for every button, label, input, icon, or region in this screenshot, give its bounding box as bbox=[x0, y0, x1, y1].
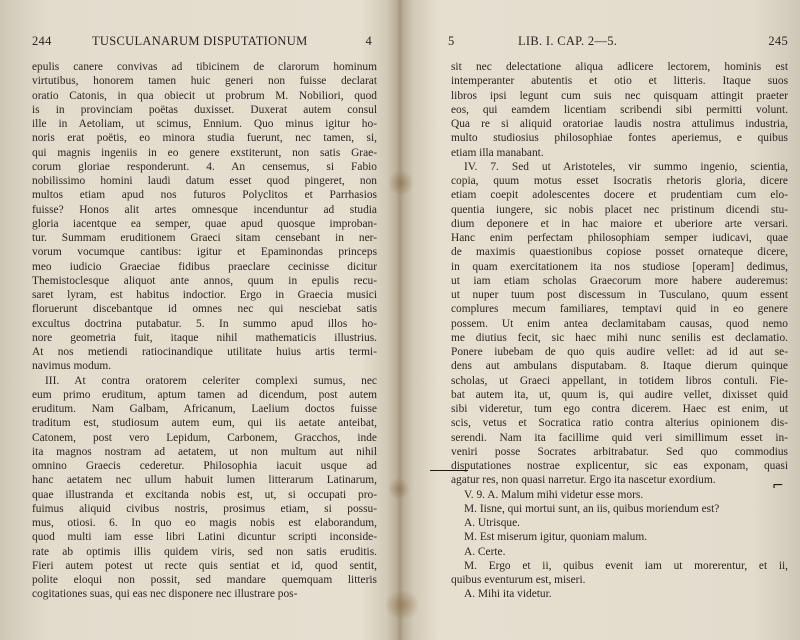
text-line: rate ab optimis illis quidem viris, sed non satis eruditis. bbox=[32, 545, 377, 558]
text-line: quae illustranda et excitanda nobis est, ut, si occupati pro- bbox=[32, 488, 377, 501]
text-line: nobilissimo homini laudi datum esset quod pingeret, non bbox=[32, 175, 377, 187]
text-line: hanc aetatem nec ullum habuit lumen litterarum Latinarum, bbox=[32, 474, 377, 487]
text-line: etiam coepit adolescentes docere et prudentiam cum elo- bbox=[451, 189, 788, 202]
text-line: IV. 7. Sed ut Aristoteles, vir summo ingenio, scientia, bbox=[464, 160, 788, 173]
text-line: quibus eventurum est, miseri. bbox=[451, 574, 586, 586]
text-line: ut nuper tuum post discessum in Tusculano, quum essent bbox=[451, 289, 788, 301]
left-section-number: 4 bbox=[365, 34, 372, 48]
text-line: disputationes nostrae explicentur, sic eas exponam, quasi bbox=[451, 460, 788, 472]
text-line: scis, vetus et Socratica ratio contra alterius opinionem dis- bbox=[451, 417, 788, 430]
text-line: sibi videretur, tum ego contra dicerem. Haec est enim, ut bbox=[451, 403, 788, 415]
margin-pen-mark: ⌐ bbox=[772, 478, 784, 494]
text-line: multos etiam apud nos futuros Polyclitos et Parrhasios bbox=[32, 189, 377, 202]
text-line: navimus modum. bbox=[32, 360, 112, 373]
text-line: polite eloqui non possit, sed mandare quemquam litteris bbox=[32, 574, 377, 586]
text-line: is in provinciam poëtas duxisset. Duxerat autem consul bbox=[32, 103, 377, 116]
text-line: possem. Ut enim antea declamitabam causas, quod nemo bbox=[451, 317, 788, 330]
text-line: Themistoclesque aliquot ante annos, quum in epulis recu- bbox=[32, 274, 377, 287]
text-line: eos, qui eamdem licentiam scribendi sibi permitti volunt. bbox=[451, 103, 788, 116]
text-line: me diutius fecit, sic haec mihi nunc senilis est declamatio. bbox=[451, 331, 788, 344]
text-line: in quam exercitationem ita nos studiose [operam] dedimus, bbox=[451, 260, 788, 273]
text-line: Qua re si aliquid oratoriae laudis nostra attulimus industria, bbox=[451, 118, 788, 130]
text-line: ille in Aetoliam, ut scimus, Ennium. Quo minus igitur ho- bbox=[32, 118, 377, 130]
text-line: At nos metiendi ratiocinandique utilitate huius artis termi- bbox=[32, 346, 377, 358]
text-line: corum gloriae responderunt. 4. An censemus, si Fabio bbox=[32, 160, 377, 173]
text-line: nore geometria fuit, itaque nihil mathematicis illustrius. bbox=[32, 331, 377, 344]
right-body-text bbox=[451, 60, 788, 602]
text-line: qui magnis ingeniis in eo genere exstiterunt, non satis Grae- bbox=[32, 146, 377, 159]
text-line: libros ipsi legunt cum suis nec quisquam attingit praeter bbox=[451, 89, 788, 102]
left-running-head bbox=[32, 34, 372, 50]
right-running-head bbox=[448, 34, 788, 50]
text-line: floruerunt discebantque id omnes nec qui nesciebat satis bbox=[32, 303, 377, 316]
left-body-text bbox=[32, 60, 377, 602]
text-line: M. Ergo et ii, quibus evenit iam ut morerentur, et ii, bbox=[464, 559, 788, 572]
text-line: A. Utrisque. bbox=[464, 517, 520, 529]
text-line: ut iam etiam scholas Graecorum more habere auderemus: bbox=[451, 274, 788, 287]
text-line: M. Iisne, qui mortui sunt, an iis, quibus moriendum est? bbox=[464, 502, 720, 515]
text-line: sit nec delectatione aliqua adlicere lectorem, hominis est bbox=[451, 61, 788, 73]
text-line: excultus doctrina putabatur. 5. In summo apud illos ho- bbox=[32, 317, 377, 330]
text-line: oratio Catonis, in qua obiecit ut probrum M. Nobiliori, quod bbox=[32, 89, 377, 102]
text-line: M. Est miserum igitur, quoniam malum. bbox=[464, 531, 648, 544]
text-line: de maximis quaestionibus copiose posset ornateque dicere, bbox=[451, 246, 788, 259]
text-line: cogitationes suas, qui eas nec disponere nec illustrare pos- bbox=[32, 588, 298, 601]
text-line: copia, quum motus esset Isocratis rhetoris gloria, dicere bbox=[451, 175, 788, 187]
text-line: meo iudicio Graeciae fidibus praeclare cecinisse dicitur bbox=[32, 260, 377, 273]
text-line: serendi. Nam ita facillime quid veri simillimum esset in- bbox=[451, 431, 788, 444]
text-line: bat autem ita, ut, quum is, qui audire vellet, dixisset quid bbox=[451, 388, 788, 401]
text-line: epulis canere convivas ad tibicinem de clarorum hominum bbox=[32, 61, 377, 73]
text-line: III. At contra oratorem celeriter complexi sumus, nec bbox=[45, 374, 377, 387]
text-line: dens aut ambulans disputabam. 8. Itaque dierum quinque bbox=[451, 360, 788, 373]
text-line: fuisse? Honos alit artes omnesque incenduntur ad studia bbox=[32, 203, 377, 216]
text-line: tur. Summam eruditionem Graeci sitam censebant in ner- bbox=[32, 232, 377, 244]
right-section-number: 5 bbox=[448, 34, 455, 48]
text-line: vorum vocumque cantibus: igitur et Epaminondas princeps bbox=[32, 246, 377, 259]
text-line: virtutibus, honorem tamen huic generi non fuisse declarat bbox=[32, 75, 377, 88]
text-line: agatur res, non quasi narretur. Ergo ita nascetur exordium. bbox=[451, 474, 716, 487]
text-line: noris erat poëtis, eo minora studia fuerunt, nec tamen, si, bbox=[32, 132, 377, 145]
text-line: fuimus aliquid civibus nostris, prosimus etiam, si possu- bbox=[32, 502, 377, 515]
text-line: mus, otiosi. 6. In quo eo magis nobis est elaborandum, bbox=[32, 517, 377, 529]
text-line: intemperanter abutentis et otio et litteris. Itaque suos bbox=[451, 75, 788, 88]
text-line: scholas, ut Graeci appellant, in totidem libros contuli. Fie- bbox=[451, 374, 788, 387]
text-line: multo studiosius philosophiae fontes aperiemus, e quibus bbox=[451, 132, 788, 145]
right-page-number: 245 bbox=[768, 34, 788, 48]
text-line: Hanc enim perfectam philosophiam semper iudicavi, quae bbox=[451, 232, 788, 244]
right-page-title: LIB. I. CAP. 2—5. bbox=[518, 34, 618, 48]
text-line: veniri posse Socrates arbitrabatur. Sed quo commodius bbox=[451, 445, 788, 458]
text-line: quentia iungere, sic nobis placet nec pristinum dicendi stu- bbox=[451, 203, 788, 216]
margin-pen-line bbox=[430, 470, 468, 471]
text-line: traditum est, studiosum autem eum, qui iis aetate anteibat, bbox=[32, 417, 377, 430]
text-line: etiam illa manabant. bbox=[451, 146, 544, 159]
text-line: dium deponere et in hac maiore et uberiore arte versari. bbox=[451, 217, 788, 230]
text-line: Ponere iubebam de quo quis audire vellet: ad id aut se- bbox=[451, 346, 788, 358]
text-line: A. Mihi ita videtur. bbox=[464, 588, 552, 601]
text-line: Fieri autem potest ut recte quis sentiat et id, quod sentit, bbox=[32, 559, 377, 572]
text-line: omnino Graecis cederetur. Philosophia iacuit usque ad bbox=[32, 460, 377, 472]
right-page bbox=[400, 0, 800, 640]
text-line: V. 9. A. Malum mihi videtur esse mors. bbox=[464, 488, 644, 501]
text-line: eruditum. Nam Galbam, Africanum, Laelium doctos fuisse bbox=[32, 403, 377, 415]
text-line: complures mecum familiares, temptavi quid in eo genere bbox=[451, 303, 788, 316]
text-line: eum primo eruditum, aptum tamen ad dicendum, post autem bbox=[32, 388, 377, 401]
text-line: ita magnos nostram ad aetatem, ut non multum aut nihil bbox=[32, 445, 377, 458]
left-page-title: TUSCULANARUM DISPUTATIONUM bbox=[92, 34, 308, 48]
text-line: quod multi iam esse libri Latini dicuntur scripti inconside- bbox=[32, 531, 377, 544]
text-line: saret lyram, est habitus indoctior. Ergo in Graecia musici bbox=[32, 289, 377, 301]
text-line: gloria iacentque ea semper, quae apud quosque improban- bbox=[32, 217, 377, 230]
text-line: Catonem, post vero Lepidum, Carbonem, Gracchos, inde bbox=[32, 431, 377, 444]
text-line: A. Certe. bbox=[464, 545, 506, 558]
left-page-number: 244 bbox=[32, 34, 52, 48]
